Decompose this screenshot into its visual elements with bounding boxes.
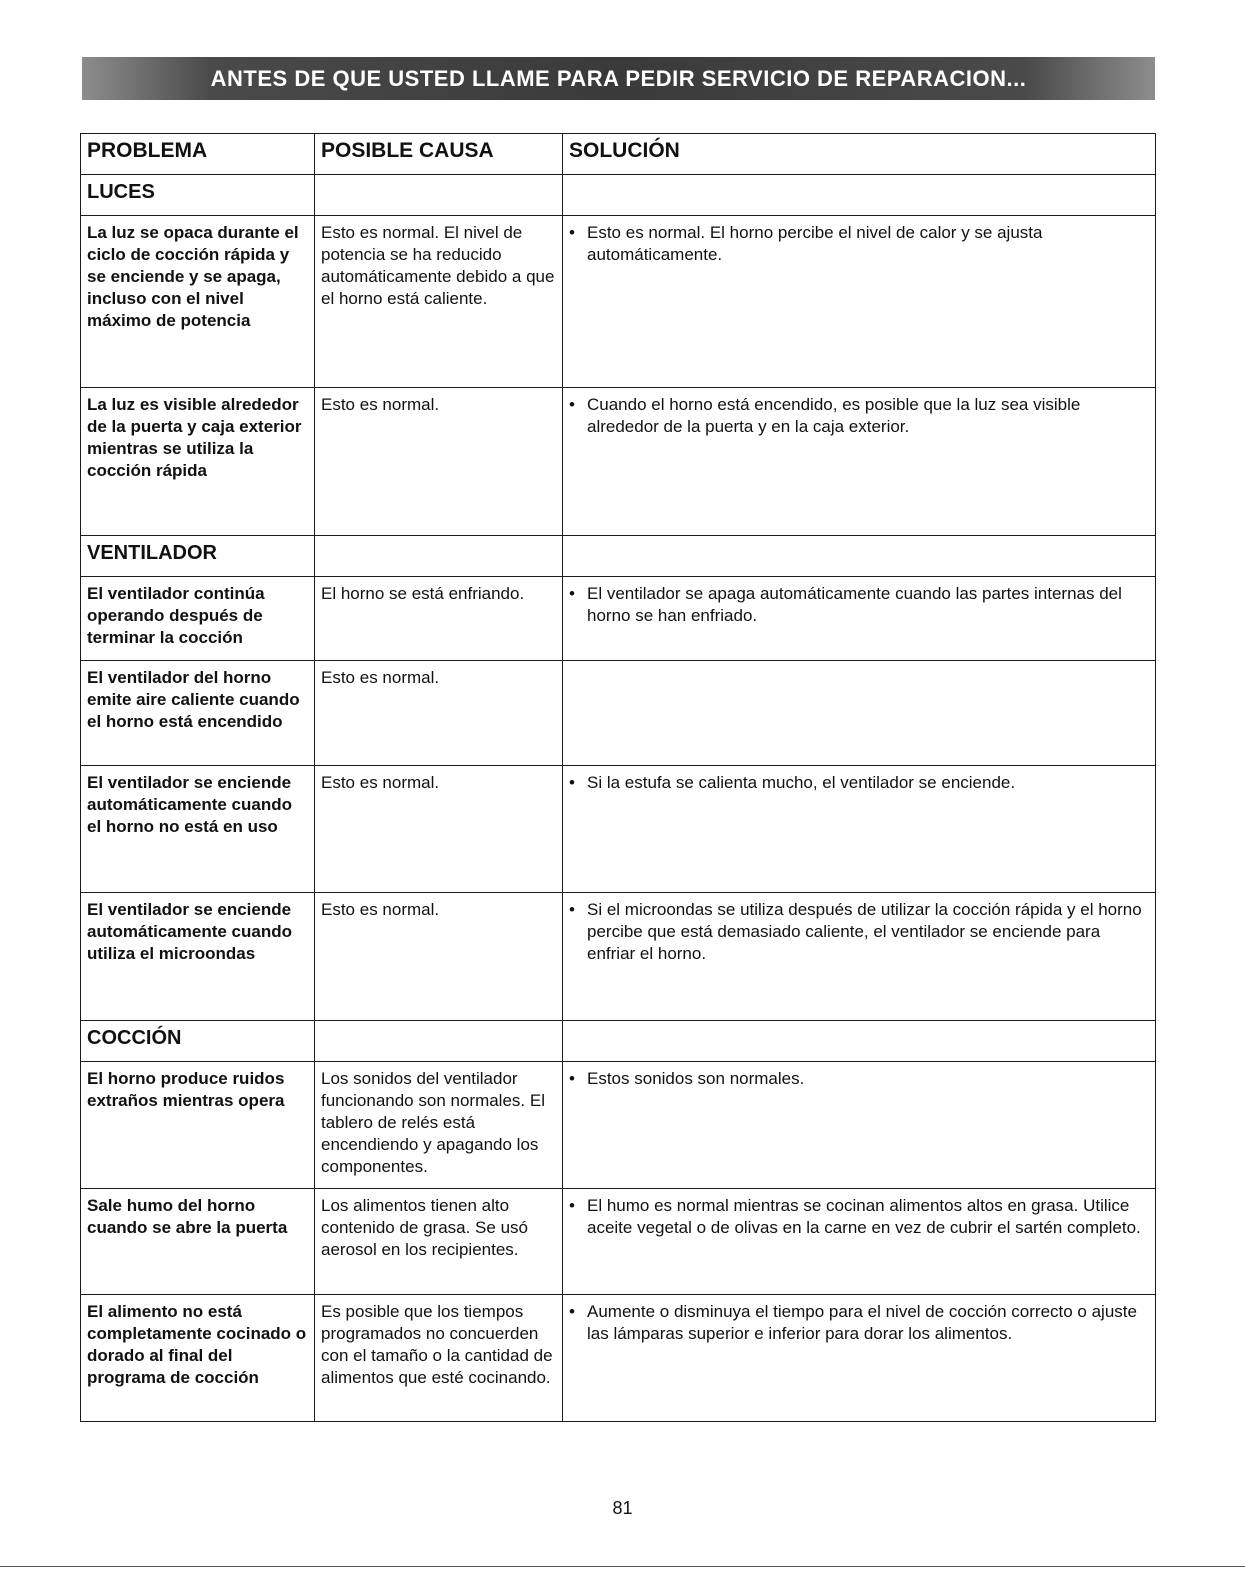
solution-cell: • El ventilador se apaga automáticamente cuando las partes internas del horno se han enfriado. [563, 577, 1156, 661]
problem-cell: El ventilador se enciende automáticamente cuando utiliza el microondas [81, 893, 315, 1021]
solution-cell: • Si el microondas se utiliza después de utilizar la cocción rápida y el horno percibe que está demasiado caliente, el ventilador se enciende para enfriar el horno. [563, 893, 1156, 1021]
problem-cell: Sale humo del horno cuando se abre la puerta [81, 1189, 315, 1295]
bottom-rule [0, 1566, 1245, 1567]
solution-text: Si el microondas se utiliza después de utilizar la cocción rápida y el horno percibe que está demasiado caliente, el ventilador se enciende para enfriar el horno. [587, 900, 1142, 963]
problem-cell: La luz es visible alrededor de la puerta y caja exterior mientras se utiliza la cocción rápida [81, 388, 315, 536]
cause-cell: Esto es normal. El nivel de potencia se ha reducido automáticamente debido a que el horno está caliente. [315, 216, 563, 388]
table-row [81, 661, 1156, 766]
table-row [81, 388, 1156, 536]
solution-cell: • Si la estufa se calienta mucho, el ventilador se enciende. [563, 766, 1156, 893]
banner-title: ANTES DE QUE USTED LLAME PARA PEDIR SERVICIO DE REPARACION... [210, 65, 1027, 91]
problem-cell: El alimento no está completamente cocinado o dorado al final del programa de cocción [81, 1295, 315, 1422]
troubleshooting-table [80, 133, 1156, 1422]
table-row [81, 1189, 1156, 1295]
section-title: COCCIÓN [81, 1021, 315, 1062]
table-row [81, 577, 1156, 661]
problem-cell: El ventilador del horno emite aire caliente cuando el horno está encendido [81, 661, 315, 766]
section-title: VENTILADOR [81, 536, 315, 577]
solution-text: El humo es normal mientras se cocinan alimentos altos en grasa. Utilice aceite vegetal o de olivas en la carne en vez de cubrir el sartén completo. [587, 1196, 1141, 1237]
cause-cell: Esto es normal. [315, 661, 563, 766]
table-row [81, 216, 1156, 388]
page-banner [82, 57, 1155, 100]
cause-cell: Esto es normal. [315, 893, 563, 1021]
table-header-row [81, 134, 1156, 175]
solution-text: Esto es normal. El horno percibe el nivel de calor y se ajusta automáticamente. [587, 223, 1043, 264]
solution-cell: • Estos sonidos son normales. [563, 1062, 1156, 1189]
page-number: 81 [612, 1498, 633, 1518]
table-row [81, 893, 1156, 1021]
table-row [81, 766, 1156, 893]
cause-cell: Es posible que los tiempos programados no concuerden con el tamaño o la cantidad de alimentos que esté cocinando. [315, 1295, 563, 1422]
solution-text: Aumente o disminuya el tiempo para el nivel de cocción correcto o ajuste las lámparas superior e inferior para dorar los alimentos. [587, 1302, 1137, 1343]
section-row-coccion [81, 1021, 1156, 1062]
solution-cell: • El humo es normal mientras se cocinan alimentos altos en grasa. Utilice aceite vegetal o de olivas en la carne en vez de cubrir el sartén completo. [563, 1189, 1156, 1295]
solution-cell: • Aumente o disminuya el tiempo para el nivel de cocción correcto o ajuste las lámparas superior e inferior para dorar los alimentos. [563, 1295, 1156, 1422]
problem-cell: El horno produce ruidos extraños mientras opera [81, 1062, 315, 1189]
solution-text: Estos sonidos son normales. [587, 1069, 805, 1088]
solution-cell [563, 661, 1156, 766]
solution-text: El ventilador se apaga automáticamente cuando las partes internas del horno se han enfriado. [587, 584, 1122, 625]
solution-cell: • Cuando el horno está encendido, es posible que la luz sea visible alrededor de la puerta y en la caja exterior. [563, 388, 1156, 536]
cause-cell: Los alimentos tienen alto contenido de grasa. Se usó aerosol en los recipientes. [315, 1189, 563, 1295]
header-problem: PROBLEMA [81, 134, 315, 175]
table-row [81, 1295, 1156, 1422]
problem-cell: La luz se opaca durante el ciclo de cocción rápida y se enciende y se apaga, incluso con el nivel máximo de potencia [81, 216, 315, 388]
cause-cell: Los sonidos del ventilador funcionando son normales. El tablero de relés está encendiendo y apagando los componentes. [315, 1062, 563, 1189]
table-row [81, 1062, 1156, 1189]
cause-cell: Esto es normal. [315, 388, 563, 536]
cause-cell: El horno se está enfriando. [315, 577, 563, 661]
problem-cell: El ventilador continúa operando después de terminar la cocción [81, 577, 315, 661]
header-cause: POSIBLE CAUSA [315, 134, 563, 175]
cause-cell: Esto es normal. [315, 766, 563, 893]
section-title: LUCES [81, 175, 315, 216]
section-row-luces [81, 175, 1156, 216]
solution-text: Si la estufa se calienta mucho, el ventilador se enciende. [587, 773, 1016, 792]
header-solution: SOLUCIÓN [563, 134, 1156, 175]
solution-cell: • Esto es normal. El horno percibe el nivel de calor y se ajusta automáticamente. [563, 216, 1156, 388]
section-row-ventilador [81, 536, 1156, 577]
solution-text: Cuando el horno está encendido, es posible que la luz sea visible alrededor de la puerta y en la caja exterior. [587, 395, 1081, 436]
problem-cell: El ventilador se enciende automáticamente cuando el horno no está en uso [81, 766, 315, 893]
